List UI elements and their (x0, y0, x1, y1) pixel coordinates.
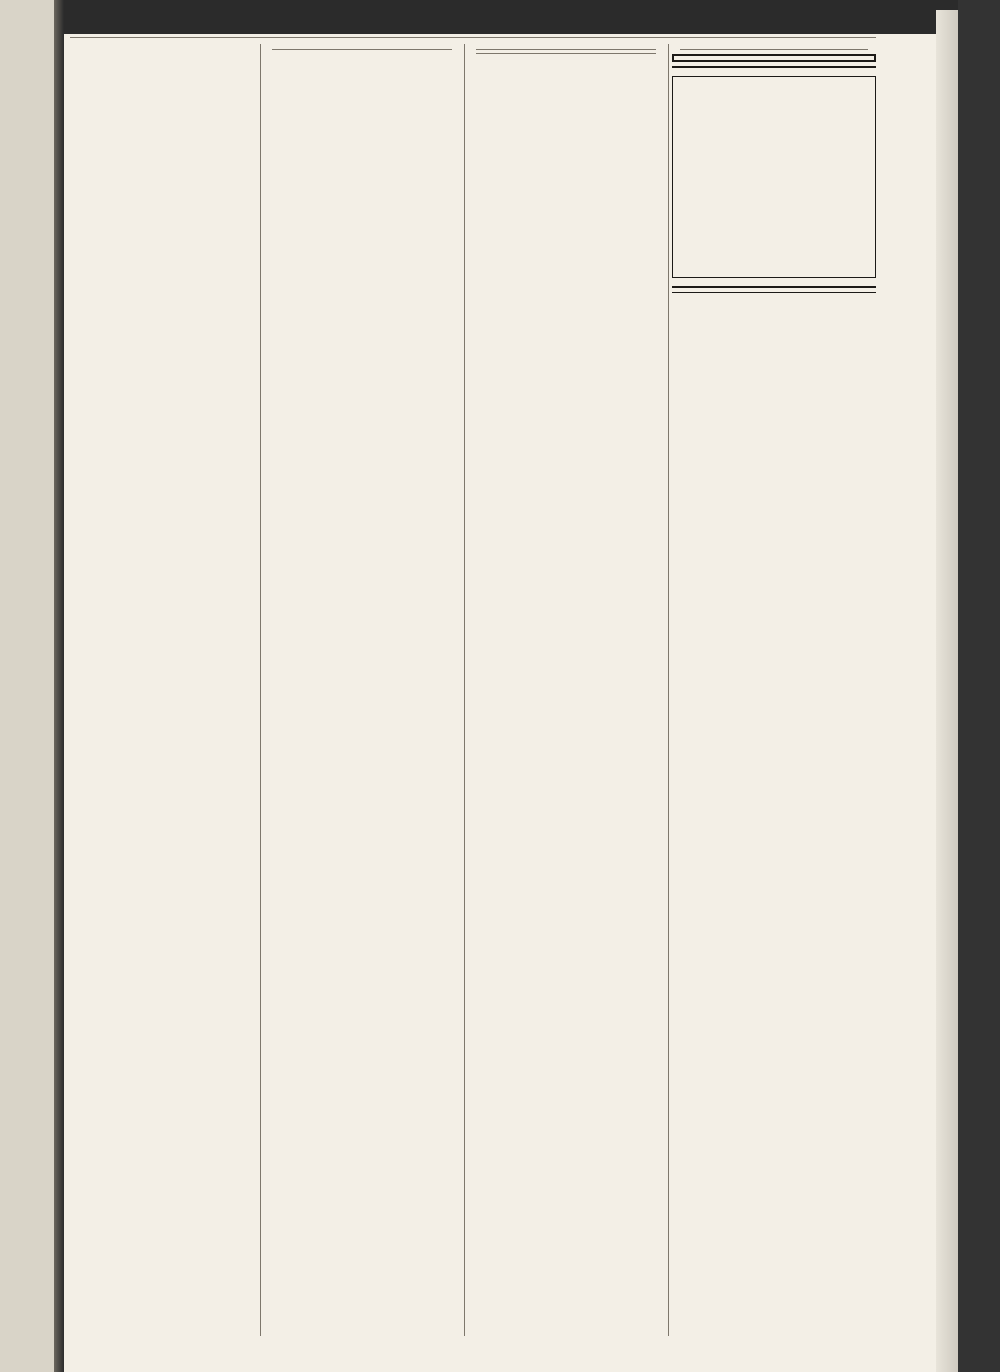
header-rule (70, 37, 876, 38)
divider (476, 49, 656, 50)
pegel-title (672, 292, 876, 293)
divider (476, 53, 656, 54)
divider (272, 49, 452, 50)
barometer-grid (707, 77, 841, 277)
book-gutter (54, 0, 64, 1372)
weather-station-title (672, 66, 876, 71)
column-rule (464, 44, 465, 1336)
page-edge (936, 10, 958, 1372)
barometer-scale-right (845, 77, 875, 277)
column-2 (264, 46, 460, 1336)
column-4 (672, 46, 876, 1336)
advertisement-box (672, 54, 876, 62)
barometer-scale-left (673, 77, 703, 277)
scan-background (958, 0, 1000, 1372)
divider (680, 49, 868, 50)
column-1 (70, 46, 256, 1336)
barometer-chart (672, 76, 876, 278)
column-rule (668, 44, 669, 1336)
sanatorium-title (672, 286, 876, 290)
column-3 (468, 46, 664, 1336)
column-rule (260, 44, 261, 1336)
